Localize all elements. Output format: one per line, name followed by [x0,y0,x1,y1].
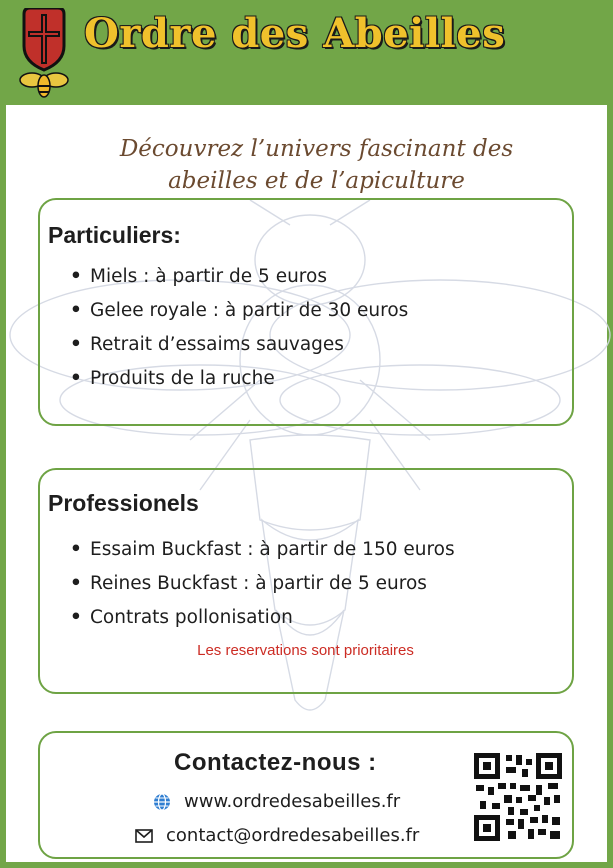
list-item: • Miels : à partir de 5 euros [70,260,408,294]
list-item: • Retrait d’essaims sauvages [70,328,408,362]
frame-right-border [607,105,613,868]
frame-left-border [0,105,6,868]
bullet-icon: • [70,300,82,321]
frame-bottom-border [0,862,613,868]
email-link[interactable]: contact@ordredesabeilles.fr [166,825,420,846]
bullet-icon: • [70,266,82,287]
email-row [134,825,419,846]
contact-card [38,731,574,859]
tagline [20,133,613,197]
contact-title: Contactez-nous : [174,749,377,776]
qr-code-icon[interactable] [474,753,562,841]
tagline-line-1: Découvrez l’univers fascinant des [119,136,514,162]
particuliers-list [70,260,408,396]
list-item: • Contrats pollonisation [70,601,455,635]
list-item: • Reines Buckfast : à partir de 5 euros [70,567,455,601]
reservation-notice: Les reservations sont prioritaires [197,642,414,659]
envelope-icon [134,826,154,846]
bullet-icon: • [70,573,82,594]
particuliers-card [38,198,574,426]
globe-icon [152,792,172,812]
tagline-line-2: abeilles et de l’apiculture [168,168,465,194]
professionels-card [38,468,574,694]
list-item: • Essaim Buckfast : à partir de 150 euros [70,533,455,567]
website-row [152,791,400,812]
bullet-icon: • [70,607,82,628]
particuliers-title: Particuliers: [48,222,181,248]
professionels-title: Professionels [48,490,199,516]
list-item: • Produits de la ruche [70,362,408,396]
website-link[interactable]: www.ordredesabeilles.fr [184,791,401,812]
logo-icon [14,8,74,100]
professionels-list [70,533,455,635]
bullet-icon: • [70,334,82,355]
list-item: • Gelee royale : à partir de 30 euros [70,294,408,328]
brand-title: Ordre des Abeilles [84,10,506,57]
bullet-icon: • [70,368,82,389]
bullet-icon: • [70,539,82,560]
